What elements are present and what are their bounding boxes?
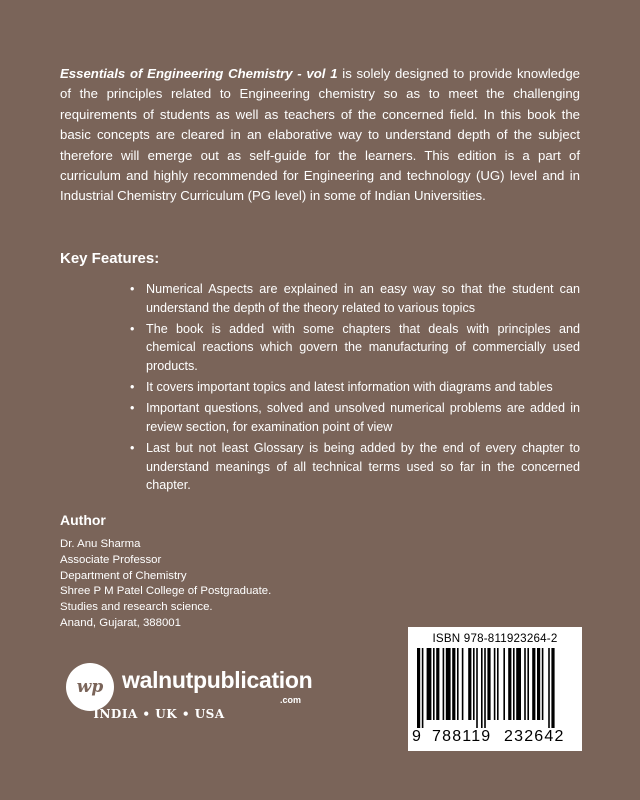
book-description (60, 64, 580, 207)
author-college: Shree P M Patel College of Postgraduate. (60, 585, 272, 598)
barcode-bar (494, 648, 496, 720)
feature-item (128, 378, 580, 397)
author-location: Anand, Gujarat, 388001 (60, 616, 181, 629)
feature-text: Important questions, solved and unsolved numerical problems are added in review section, for examination point of view (146, 401, 580, 434)
author-college-cont: Studies and research science. (60, 601, 213, 614)
barcode-bar (468, 648, 471, 720)
barcode-bar (422, 648, 424, 728)
bullet-icon: • (130, 401, 135, 416)
feature-item (128, 280, 580, 317)
barcode-bar (433, 648, 435, 720)
bullet-icon: • (130, 321, 135, 336)
bullet-icon: • (130, 441, 135, 456)
barcode-icon (416, 648, 574, 728)
author-heading: Author (60, 512, 106, 528)
publisher-logo-icon: wp (66, 663, 114, 711)
isbn-label: ISBN 978-811923264-2 (432, 632, 558, 645)
key-features-list (128, 280, 580, 498)
book-title: Essentials of Engineering Chemistry - vol 1 (60, 66, 338, 81)
bullet-icon: • (130, 282, 135, 296)
barcode-bar (427, 648, 432, 720)
publisher-countries: INDIA • UK • USA (93, 707, 225, 721)
barcode-bar (457, 648, 459, 720)
isbn-barcode (408, 627, 582, 751)
author-position: Associate Professor (60, 553, 162, 566)
barcode-bar (513, 648, 515, 720)
barcode-bar (548, 648, 550, 728)
feature-text: Numerical Aspects are explained in an easy way so that the student can understand the depth of the theory related to various topics (146, 282, 580, 315)
barcode-bar (476, 648, 478, 728)
barcode-digits-left: 788119 (432, 728, 492, 745)
barcode-bar (436, 648, 439, 720)
barcode-bar (503, 648, 505, 720)
barcode-bar (508, 648, 511, 720)
barcode-bar (446, 648, 451, 720)
bullet-icon: • (130, 380, 135, 395)
author-name: Dr. Anu Sharma (60, 538, 141, 550)
barcode-bar (473, 648, 475, 720)
barcode-bar (516, 648, 521, 720)
barcode-digits-right: 232642 (504, 728, 565, 745)
barcode-bar (537, 648, 540, 720)
description-text: is solely designed to provide knowledge of the principles related to Engineering chemistry so as to meet the challenging requirements of students as well as teachers of the concerned field. In this book the basic concepts are cleared in an elaborative way to understand depth of the subject therefore will emerge out as self-guide for the learners. This edition is a part of curriculum and highly recommended for Engineering and technology (UG) level and in Industrial Chemistry Curriculum (PG level) in some of Indian Universities. (60, 66, 580, 204)
feature-text: Last but not least Glossary is being added by the end of every chapter to understand meanings of all technical terms used so far in the concerned chapter. (146, 441, 580, 493)
barcode-bar (527, 648, 529, 720)
author-details (60, 537, 271, 632)
barcode-bar (484, 648, 486, 728)
feature-item (128, 399, 580, 436)
barcode-bar (417, 648, 420, 728)
barcode-digit-first: 9 (412, 728, 423, 745)
feature-item (128, 320, 580, 376)
barcode-bar (481, 648, 483, 728)
publisher-name: walnutpublication (122, 667, 313, 693)
barcode-bar (542, 648, 544, 720)
barcode-bar (443, 648, 445, 720)
barcode-bar (452, 648, 455, 720)
key-features-heading: Key Features: (60, 250, 160, 267)
barcode-bar (462, 648, 464, 720)
feature-text: The book is added with some chapters that deals with principles and chemical reactions which govern the manufacturing of commercially used products. (146, 321, 580, 373)
feature-item (128, 439, 580, 495)
publisher-domain: .com (280, 695, 302, 705)
feature-text: It covers important topics and latest information with diagrams and tables (146, 380, 553, 395)
barcode-bar (551, 648, 554, 728)
barcode-bar (497, 648, 499, 720)
author-department: Department of Chemistry (60, 569, 187, 582)
barcode-bar (532, 648, 535, 720)
barcode-bar (487, 648, 490, 720)
barcode-bar (524, 648, 526, 720)
